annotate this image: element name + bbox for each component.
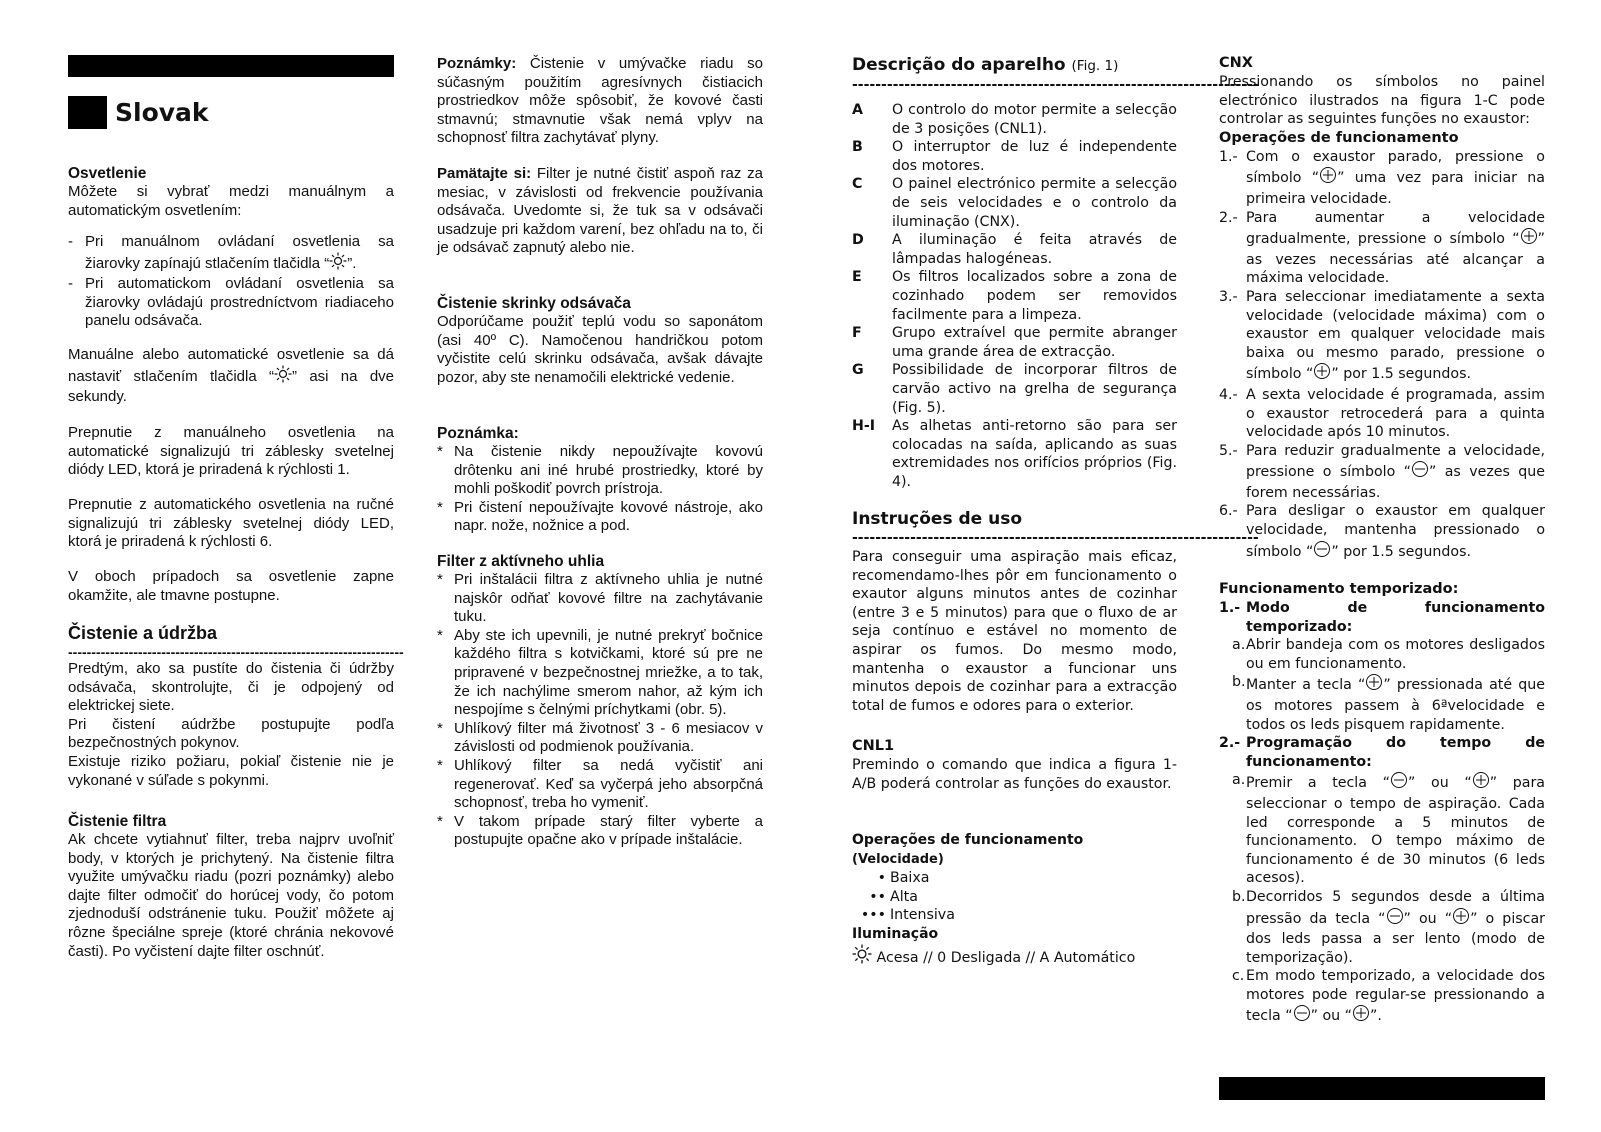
lighting-paragraph-3: Prepnutie z automatického osvetlenia na ručné signalizujú tri záblesky svetelnej diódy LED, ktorá je priradená k rýchlosti 6. bbox=[68, 496, 394, 551]
list-item: * Na čistenie nikdy nepoužívajte kovovú drôtenku ani iné hrubé prostriedky, ktoré by mohli poškodiť povrch prístroja. bbox=[437, 443, 763, 498]
list-item: * V takom prípade starý filter vyberte a postupujte opačne ako v prípade inštalácie. bbox=[437, 812, 763, 849]
cnx-title: CNX bbox=[1219, 55, 1253, 71]
list-item: * Pri inštalácii filtra z aktívneho uhlia je nutné najskôr odňať kovové filtre na zachytávanie tuku. bbox=[437, 571, 763, 626]
plus-icon bbox=[1313, 362, 1331, 386]
list-item: a. Premir a tecla “ ” ou “ ” para seleccionar o tempo de aspiração. Cada led corresponde a 5 minutos de funcionamento. O tempo máximo de funcionamento é de 30 minutos (6 leds acesos). bbox=[1232, 772, 1545, 887]
light-icon bbox=[852, 944, 872, 970]
illumination-title: Iluminação bbox=[852, 926, 939, 942]
list-item: D A iluminação é feita através de lâmpadas halogéneas. bbox=[852, 232, 1177, 267]
notes-paragraph: Poznámky: Čistenie v umývačke riadu so súčasným použitím agresívnych čistiacich prostriedkov môže spôsobiť, že kovové časti stmavnú; stmavnutie však nemá vplyv na schopnosť filtra zachytávať plyny. bbox=[437, 55, 763, 147]
list-item: c. Em modo temporizado, a velocidade dos motores pode regular-se pressionando a tecla “ ” ou “ ”. bbox=[1219, 967, 1545, 1028]
speed-operations-section: Operações de funcionamento (Velocidade) • Baixa •• Alta ••• Intensiva bbox=[852, 831, 1177, 925]
plus-icon bbox=[1365, 673, 1383, 697]
list-item: G Possibilidade de incorporar filtros de carvão activo na grelha de segurança (Fig. 5). bbox=[852, 362, 1177, 416]
cnl1-section: CNL1 Premindo o comando que indica a figura 1-A/B poderá controlar as funções do exaustor. bbox=[852, 738, 1177, 792]
description-title: Descrição do aparelho bbox=[852, 55, 1066, 75]
lighting-paragraph-2: Prepnutie z manuálneho osvetlenia na automatické signalizujú tri záblesky svetelnej diódy LED, ktorá je priradená k rýchlosti 1. bbox=[68, 424, 394, 479]
divider: ------------------------------------------------------------------------ bbox=[68, 644, 404, 660]
list-item: * Pri čistení nepoužívajte kovové nástroje, ako napr. nože, nožnice a pod. bbox=[437, 498, 763, 535]
light-icon bbox=[274, 365, 292, 389]
list-item: 2.- Para aumentar a velocidade gradualmente, pressione o símbolo “ ” as vezes necessárias até alcançar a máxima velocidade. bbox=[1219, 209, 1545, 287]
filter-cleaning-title: Čistenie filtra bbox=[68, 813, 167, 830]
language-heading bbox=[68, 96, 209, 129]
list-item: 5.- Para reduzir gradualmente a velocidade, pressione o símbolo “ ” as vezes que forem necessárias. bbox=[1219, 442, 1546, 501]
list-item: * Uhlíkový filter má životnosť 3 - 6 mesiacov v závislosti od podmienok používania. bbox=[437, 719, 763, 756]
list-item: 6.- Para desligar o exaustor em qualquer velocidade, mantenha pressionado o símbolo “ ” por 1.5 segundos. bbox=[1219, 502, 1545, 563]
divider: ---------------------------------------------------------------------- bbox=[852, 77, 1259, 93]
light-icon bbox=[329, 252, 347, 276]
usage-title: Instruções de uso bbox=[852, 509, 1022, 529]
list-item: b. Manter a tecla “ ” pressionada até que os motores passem à 6ªvelocidade e todos os leds pisquem rapidamente. bbox=[1232, 674, 1545, 733]
list-item: * Aby ste ich upevnili, je nutné prekryť bočnice každého filtra s kotvičkami, ktoré sú pre ne pripravené v bezpečnostnej mriežke, a to tak, že ich nachýlime smerom nahor, až kým ich nespojíme s čelnými príchytkami (obr. 5). bbox=[437, 626, 763, 719]
list-item: B O interruptor de luz é independente dos motores. bbox=[852, 139, 1177, 174]
list-item: A O controlo do motor permite a selecção de 3 posições (CNL1). bbox=[852, 102, 1177, 137]
remember-paragraph: Pamätajte si: Filter je nutné čistiť aspoň raz za mesiac, v závislosti od frekvencie používania odsávača. Uvedomte si, že tuk sa v odsávači usadzuje pri každom varení, bez ohľadu na to, či je odsávač zapnutý alebo nie. bbox=[437, 165, 763, 257]
minus-icon bbox=[1386, 907, 1404, 931]
list-item: H-I As alhetas anti-retorno são para ser colocadas na saída, aplicando as suas extremidades nos orifícios próprios (Fig. 4). bbox=[852, 418, 1177, 490]
lighting-item-automatic: - Pri automatickom ovládaní osvetlenia sa žiarovky ovládajú prostredníctvom riadiaceho panelu odsávača. bbox=[68, 275, 394, 330]
usage-section: Instruções de uso ---------------------------------------------------------------------- Para conseguir uma aspiração mais eficaz, recomendamo-lhes pôr em funcionamento o exautor alguns minutos antes de cozinhar (entre 3 e 5 minutos) para que o fluxo de ar seja contínuo e estável no momento de aspirar os fumos. Do mesmo modo, mantenha o exaustor a funcionar uns minutos depois de cozinhar para a extracção total de fumos e odores para o exterior. bbox=[852, 509, 1259, 714]
carbon-filter-section bbox=[437, 552, 763, 850]
cnx-section: CNX Pressionando os símbolos no painel electrónico ilustrados na figura 1-C pode controlar as seguintes funções no exaustor: Operações de funcionamento 1.- Com o exaustor parado, pressione o símbolo “ ” uma vez para iniciar na primeira velocidade. 2.- Para aumentar a velocidade gradualmente, pressione o símbolo “ ” as vezes necessárias até alcançar a máxima velocidade. 3.- Para seleccionar imediatamente a sexta velocidade (velocidade máxima) com o exaustor em qualquer velocidade mais baixa ou mesmo parado, pressione o símbolo “ ” por 1.5 segundos. 4.- A sexta velocidade é programada, assim o exaustor retrocederá para a quinta velocidade após 10 minutos. 5.- Para reduzir gradualmente a velocidade, pressione o símbolo “ ” as vezes que forem necessárias. 6.- Para desligar o exaustor em qualquer velocidade, mantenha pressionado o símbolo “ ” por 1.5 segundos. bbox=[1219, 54, 1545, 563]
speed-item-high: •• Alta bbox=[869, 888, 918, 905]
minus-icon bbox=[1390, 771, 1408, 795]
minus-icon bbox=[1293, 1004, 1311, 1028]
description-section: Descrição do aparelho (Fig. 1) ---------------------------------------------------------------------- A O controlo do motor permite a selecção de 3 posições (CNL1). B O interruptor de luz é independente dos motores. C O painel electrónico permite a selecção de seis velocidades e o controlo da iluminação (CNX). D A iluminação é feita através de lâmpadas halogéneas. E Os filtros localizados sobre a zona de cozinhado podem ser removidos facilmente para a limpeza. F Grupo extraível que permite abranger uma grande área de extracção. G Possibilidade de incorporar filtros de carvão activo na grelha de segurança (Fig. 5). H-I As alhetas anti-retorno são para ser colocadas na saída, aplicando as suas extremidades nos orifícios próprios (Fig. 4). bbox=[852, 55, 1259, 490]
filter-cleaning-section: Čistenie filtra Ak chcete vytiahnuť filter, treba najprv uvoľniť body, v ktorých je prichytený. Na čistenie filtra využite umývačku riadu (pozri poznámky) alebo dajte filter odmočiť do horúcej vody, čo potom zjednoduší odstránenie tuku. Použiť môžete aj rôzne špeciálne spreje (ktoré chránia nekovové časti). Po vyčistení dajte filter oschnúť. bbox=[68, 813, 394, 960]
lighting-item-manual: - Pri manuálnom ovládaní osvetlenia sa žiarovky zapínajú stlačením tlačidla “ ”. bbox=[68, 233, 394, 275]
divider: ---------------------------------------------------------------------- bbox=[852, 530, 1259, 546]
list-item: 4.- A sexta velocidade é programada, assim o exaustor retrocederá para a quinta velocidade após 10 minutos. bbox=[1219, 386, 1545, 441]
timer-title: Funcionamento temporizado: bbox=[1219, 581, 1459, 597]
illumination-section bbox=[852, 925, 1177, 970]
lighting-list bbox=[68, 233, 394, 331]
lighting-paragraph-4: V oboch prípadoch sa osvetlenie zapne okamžite, ale tmavne postupne. bbox=[68, 568, 394, 604]
programming-heading: 2.- Programação do tempo de funcionamento: bbox=[1219, 735, 1545, 770]
list-item: 3.- Para seleccionar imediatamente a sexta velocidade (velocidade máxima) com o exaustor em qualquer velocidade mais baixa ou mesmo parado, pressione o símbolo “ ” por 1.5 segundos. bbox=[1219, 288, 1545, 386]
illumination-text: Acesa // 0 Desligada // A Automático bbox=[876, 950, 1136, 966]
minus-icon bbox=[1411, 460, 1429, 484]
lighting-paragraph-1: Manuálne alebo automatické osvetlenie sa dá nastaviť stlačením tlačidla “ ” asi na dve sekundy. bbox=[68, 346, 395, 406]
list-item: E Os filtros localizados sobre a zona de cozinhado podem ser removidos facilmente para a limpeza. bbox=[852, 269, 1177, 323]
housing-cleaning-title: Čistenie skrinky odsávača bbox=[437, 295, 631, 312]
timer-section bbox=[1219, 580, 1545, 1028]
maintenance-title: Čistenie a údržba bbox=[68, 623, 218, 643]
plus-icon bbox=[1319, 166, 1337, 190]
timer-mode-heading: 1.- Modo de funcionamento temporizado: bbox=[1219, 600, 1545, 635]
plus-icon bbox=[1520, 227, 1538, 251]
maintenance-section: Čistenie a údržba ------------------------------------------------------------------------ Predtým, ako sa pustíte do čistenia či údržby odsávača, skontrolujte, či je odpojený od elektrickej siete. Pri čistení aúdržbe postupujte podľa bezpečnostných pokynov. Existuje riziko požiaru, pokiaľ čistenie nie je vykonané v súľade s pokynmi. bbox=[68, 623, 404, 789]
list-item: F Grupo extraível que permite abranger uma grande área de extracção. bbox=[852, 325, 1177, 360]
operations-title: Operações de funcionamento bbox=[1219, 129, 1459, 146]
lighting-title: Osvetlenie bbox=[68, 165, 147, 182]
list-item: 1.- Com o exaustor parado, pressione o símbolo “ ” uma vez para iniciar na primeira velocidade. bbox=[1219, 148, 1545, 207]
carbon-filter-title: Filter z aktívneho uhlia bbox=[437, 553, 605, 570]
plus-icon bbox=[1472, 771, 1490, 795]
speed-item-intensive: ••• Intensiva bbox=[860, 907, 955, 924]
bottom-black-bar bbox=[1219, 1077, 1545, 1100]
speed-item-low: • Baixa bbox=[877, 870, 930, 886]
language-title: Slovak bbox=[115, 98, 209, 127]
list-item: C O painel electrónico permite a selecção de seis velocidades e o controlo da iluminação (CNX). bbox=[852, 176, 1177, 230]
plus-icon bbox=[1452, 907, 1470, 931]
lighting-intro: Môžete si vybrať medzi manuálnym a automatickým osvetlením: bbox=[68, 183, 394, 219]
top-black-bar bbox=[68, 55, 394, 77]
language-marker bbox=[68, 96, 107, 129]
minus-icon bbox=[1313, 540, 1331, 564]
housing-cleaning-section: Čistenie skrinky odsávača Odporúčame použiť teplú vodu so saponátom (asi 40º C). Namočenou handričkou potom vyčistite celú skrinku odsávača, avšak dávajte pozor, aby ste nenamočili elektrické vedenie. bbox=[437, 295, 763, 386]
note-section bbox=[437, 424, 763, 536]
lighting-section bbox=[68, 164, 394, 220]
list-item: * Uhlíkový filter sa nedá vyčistiť ani regenerovať. Keď sa vyčerpá jeho absorpčná schopnosť, treba ho vymeniť. bbox=[437, 756, 763, 812]
list-item: b. Decorridos 5 segundos desde a última pressão da tecla “ ” ou “ ” o piscar dos leds passa a ser lento (modo de temporização). bbox=[1232, 888, 1545, 966]
note-title: Poznámka: bbox=[437, 425, 519, 442]
cnl1-title: CNL1 bbox=[852, 738, 895, 754]
plus-icon bbox=[1352, 1004, 1370, 1028]
list-item: a. Abrir bandeja com os motores desligados ou em funcionamento. bbox=[1232, 637, 1545, 672]
